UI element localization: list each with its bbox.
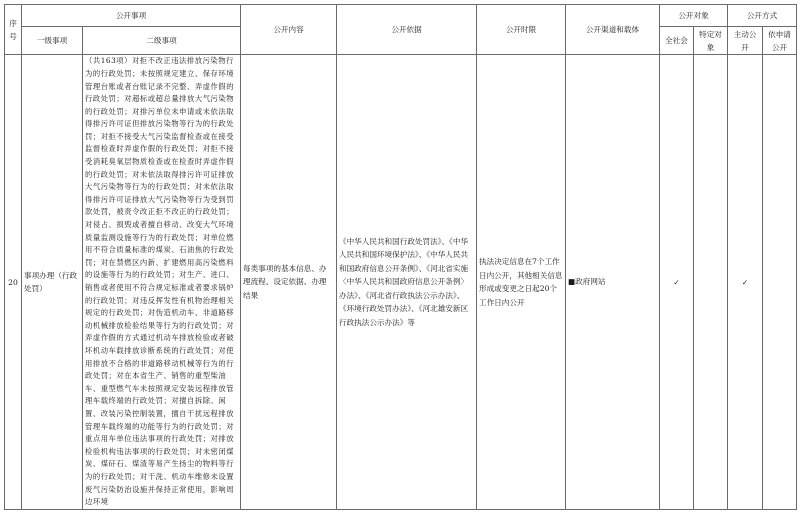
header-matters: 公开事项 — [22, 5, 241, 27]
row-seq: 20 — [5, 55, 22, 510]
header-level1: 一级事项 — [22, 27, 83, 55]
row-level2: （共163项）对拒不改正违法排放污染物行为的行政处罚；未按照规定建立、保存环境管理台账或者台账记录不完整、弄虚作假的行政处罚；对超标或超总量排放大气污染物的行政处罚；对排污单位未申请或未依法取得排污许可证但排放污染物等行为的行政处罚；对拒不接受大气污染监督检查或在接受监督检查时弄虚作假的行政处罚；对拒不接受消耗臭氧层物质检查或在检查时弄虚作假的行政处罚；对未依法取得排污许可证排放大气污染物等行为的行政处罚；对未依法取得排污许可证排放大气污染物等行为受到罚款处罚，被责令改正拒不改正的行政处罚；对侵占、损毁或者擅自移动、改变大气环境质量监测设施等行为的行政处罚；对单位燃用不符合质量标准的煤炭、石油焦的行政处罚；对在禁燃区内新、扩建燃用高污染燃料的设施等行为的行政处罚；对生产、进口、销售或者使用不符合规定标准或者要求锅炉的行政处罚；对违反挥发性有机物治理相关规定的行政处罚；对伪造机动车、非道路移动机械排放检验结果等行为的行政处罚；对弄虚作假的方式通过机动车排放检验或者破坏机动车载排放诊断系统的行政处罚；对使用排放不合格的非道路移动机械等行为的行政处罚；对在本省生产、销售的重型柴油车、重型燃气车未按照规定安装远程排放管理车载终端的行政处罚；对擅自拆除、闲置、改装污染控制装置，擅自干扰远程排放管理车载终端的功能等行为的行政处罚；对重点用车单位违法事项的行政处罚；对排放检验机构违法事项的行政处罚；对未密闭煤炭、煤矸石、煤渣等易产生扬尘的物料等行为的行政处罚；对干洗、机动车维修未设置废气污染防治设施并保持正常使用，影响周边环境 — [83, 55, 241, 510]
row-method-active-check: ✓ — [728, 55, 763, 510]
header-audience-specific: 特定对象 — [694, 27, 728, 55]
header-content: 公开内容 — [241, 5, 337, 55]
row-content: 每类事项的基本信息、办理流程、设定依据、办理结果 — [241, 55, 337, 510]
header-level2: 二级事项 — [83, 27, 241, 55]
row-audience-specific-check — [694, 55, 728, 510]
header-method-active: 主动公开 — [728, 27, 763, 55]
disclosure-table — [4, 4, 797, 510]
table-row — [5, 55, 797, 510]
header-audience-all: 全社会 — [660, 27, 694, 55]
header-channel: 公开渠道和载体 — [566, 5, 660, 55]
row-channel: ■政府网站 — [566, 55, 660, 510]
header-basis: 公开依据 — [337, 5, 477, 55]
row-level1: 事项办理（行政处罚） — [22, 55, 83, 510]
header-method: 公开方式 — [728, 5, 797, 27]
row-basis: 《中华人民共和国行政处罚法》、《中华人民共和国环境保护法》、《中华人民共和国政府信息公开条例》、《河北省实施〈中华人民共和国政府信息公开条例〉办法》、《河北省行政执法公示办法》、《环境行政处罚办法》、《河北雄安新区行政执法公示办法》等 — [337, 55, 477, 510]
header-seq: 序号 — [5, 5, 22, 55]
header-time: 公开时限 — [477, 5, 566, 55]
header-audience: 公开对象 — [660, 5, 728, 27]
header-row-1 — [5, 5, 797, 27]
row-time: 执法决定信息在7个工作日内公开，其他相关信息形成或变更之日起20个工作日内公开 — [477, 55, 566, 510]
row-audience-all-check: ✓ — [660, 55, 694, 510]
header-method-request: 依申请公开 — [763, 27, 797, 55]
row-method-request-check — [763, 55, 797, 510]
